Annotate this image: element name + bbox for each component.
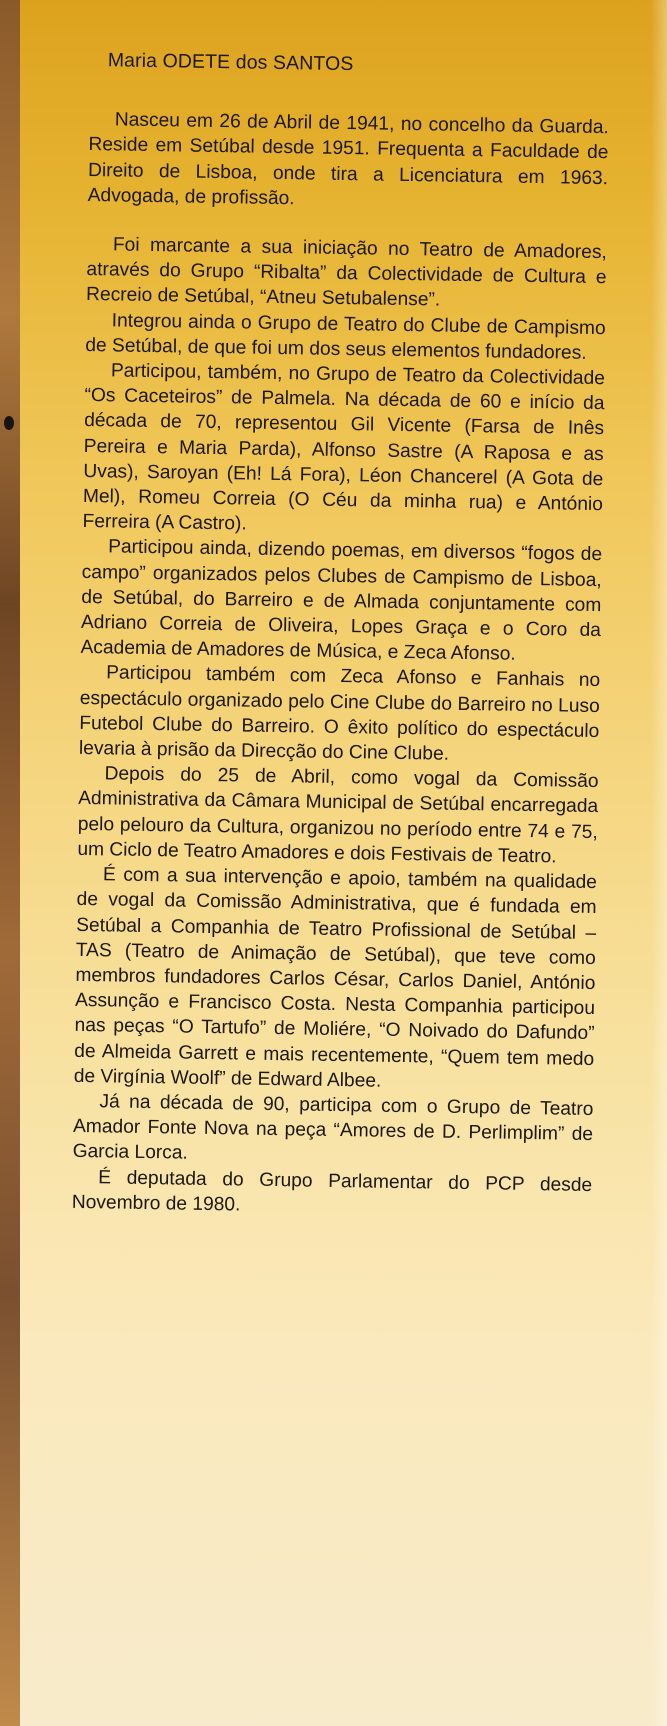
biography-page	[20, 0, 667, 1726]
paragraph-poemas: Participou ainda, dizendo poemas, em diversos “fogos de campo” organizados pelos Clubes de Campismo de Lisboa, de Setúbal, do Barreiro e de Almada conjuntamente com Adriano Correia de Oliveira, Lopes Graça e o Coro da Academia de Amadores de Música, e Zeca Afonso.	[80, 536, 603, 666]
paragraph-deputada: É deputada do Grupo Parlamentar do PCP desde Novembro de 1980.	[71, 1166, 593, 1216]
author-name: Maria ODETE dos SANTOS	[107, 49, 354, 76]
binding-dot	[4, 416, 14, 430]
background-photo-strip	[0, 0, 20, 1726]
paragraph-campismo: Integrou ainda o Grupo de Teatro do Clube de Campismo de Setúbal, de que foi um dos seus elementos fundadores.	[85, 310, 606, 364]
biography-text-block	[72, 48, 610, 1223]
paragraph-ribalta: Foi marcante a sua iniciação no Teatro de Amadores, através do Grupo “Ribalta” da Colectividade de Cultura e Recreio de Setúbal, “Atneu Setubalense”.	[85, 234, 608, 311]
paragraph-cine-clube: Participou também com Zeca Afonso e Fanhais no espectáculo organizado pelo Cine Clube do Barreiro no Luso Futebol Clube do Barreiro. O êxito político do espectáculo levaria à prisão da Direcção do Cine Clube.	[78, 662, 601, 765]
paragraph-tas: É com a sua intervenção e apoio, também na qualidade de vogal da Comissão Administrativa, que é fundada em Setúbal a Companhia de Teatro Profissional de Setúbal – TAS (Teatro de Animação de Setúbal), que teve como membros fundadores Carlos César, Carlos Daniel, António Assunção e Francisco Costa. Nesta Companhia participou nas peças “O Tartufo” de Moliére, “O Noivado do Dafundo” de Almeida Garrett e mais recentemente, “Quem tem medo de Virgínia Woolf” de Edward Albee.	[73, 864, 598, 1092]
paragraph-25-abril: Depois do 25 de Abril, como vogal da Comissão Administrativa da Câmara Municipal de Setúbal encarregada pelo pelouro da Cultura, organizou no período entre 74 e 75, um Ciclo de Teatro Amadores e dois Festivais de Teatro.	[77, 763, 599, 868]
paragraph-birth: Nasceu em 26 de Abril de 1941, no concelho da Guarda. Reside em Setúbal desde 1951. Frequenta a Faculdade de Direito de Lisboa, onde tira a Licenciatura em 1963. Advogada, de profissão.	[87, 109, 609, 210]
page-edge	[651, 0, 667, 1726]
paragraph-caceteiros: Participou, também, no Grupo de Teatro da Colectividade “Os Caceteiros” de Palmela. Na década de 60 e início da década de 70, representou Gil Vicente (Farsa de Inês Pereira e Maria Parda), Alfonso Sastre (A Raposa e as Uvas), Saroyan (Eh! Lá Fora), Léon Chancerel (A Gota de Mel), Romeu Correia (O Céu da minha rua) e António Ferreira (A Castro).	[82, 360, 606, 535]
paragraph-fonte-nova: Já na década de 90, participa com o Grupo de Teatro Amador Fonte Nova na peça “Amores de D. Perlimplim” de Garcia Lorca.	[72, 1091, 594, 1164]
